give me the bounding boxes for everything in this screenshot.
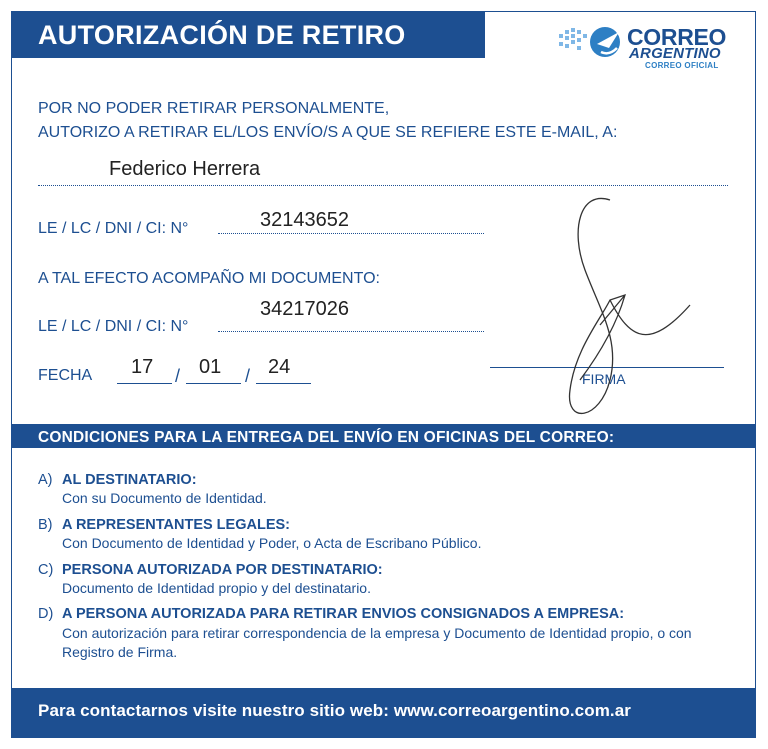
date-year-line [256,383,311,384]
condition-b-head: A REPRESENTANTES LEGALES: [62,517,290,533]
authorized-name-line [38,185,728,186]
condition-a-letter: A) [38,472,53,488]
intro-line-1: POR NO PODER RETIRAR PERSONALMENTE, [38,100,390,117]
intro-line-2: AUTORIZO A RETIRAR EL/LOS ENVÍO/S A QUE SE REFIERE ESTE E-MAIL, A: [38,124,618,141]
authorized-name-value: Federico Herrera [109,158,261,180]
logo-text-correo: CORREO [627,24,727,50]
accompany-label: A TAL EFECTO ACOMPAÑO MI DOCUMENTO: [38,270,380,287]
signature-label: FIRMA [582,371,626,387]
date-day-line [117,383,172,384]
condition-c-body: Documento de Identidad propio y del destinatario. [62,580,371,596]
doc-line-2 [218,331,484,332]
doc-label-1: LE / LC / DNI / CI: N° [38,220,189,237]
date-year: 24 [268,356,291,378]
condition-c-head: PERSONA AUTORIZADA POR DESTINATARIO: [62,562,383,578]
condition-c-letter: C) [38,562,54,578]
date-month-line [186,383,241,384]
footer-contact-text: Para contactarnos visite nuestro sitio web: www.correoargentino.com.ar [38,701,632,720]
own-doc-number: 34217026 [260,298,349,320]
logo-text-argentino: ARGENTINO [629,45,721,62]
date-month: 01 [199,356,222,378]
condition-d-head: A PERSONA AUTORIZADA PARA RETIRAR ENVIOS CONSIGNADOS A EMPRESA: [62,606,625,622]
condition-a-body: Con su Documento de Identidad. [62,490,267,506]
correo-argentino-logo [557,24,737,74]
logo-mark-icon [557,24,627,64]
conditions-title: CONDICIONES PARA LA ENTREGA DEL ENVÍO EN OFICINAS DEL CORREO: [38,429,615,446]
date-separator-1: / [175,366,181,386]
doc-label-2: LE / LC / DNI / CI: N° [38,318,189,335]
condition-d-body: Con autorización para retirar correspondencia de la empresa y Documento de Identidad propio, o con Registro de Firma. [62,625,692,660]
date-label: FECHA [38,367,93,384]
condition-d-letter: D) [38,606,54,622]
date-day: 17 [131,356,154,378]
condition-a-head: AL DESTINATARIO: [62,472,197,488]
handwritten-signature [540,190,700,425]
condition-b-letter: B) [38,517,53,533]
condition-b-body: Con Documento de Identidad y Poder, o Acta de Escribano Público. [62,535,482,551]
date-separator-2: / [245,366,251,386]
authorized-doc-number: 32143652 [260,209,349,231]
form-title: AUTORIZACIÓN DE RETIRO [38,20,406,50]
doc-line-1 [218,233,484,234]
logo-text-oficial: CORREO OFICIAL [645,61,719,70]
